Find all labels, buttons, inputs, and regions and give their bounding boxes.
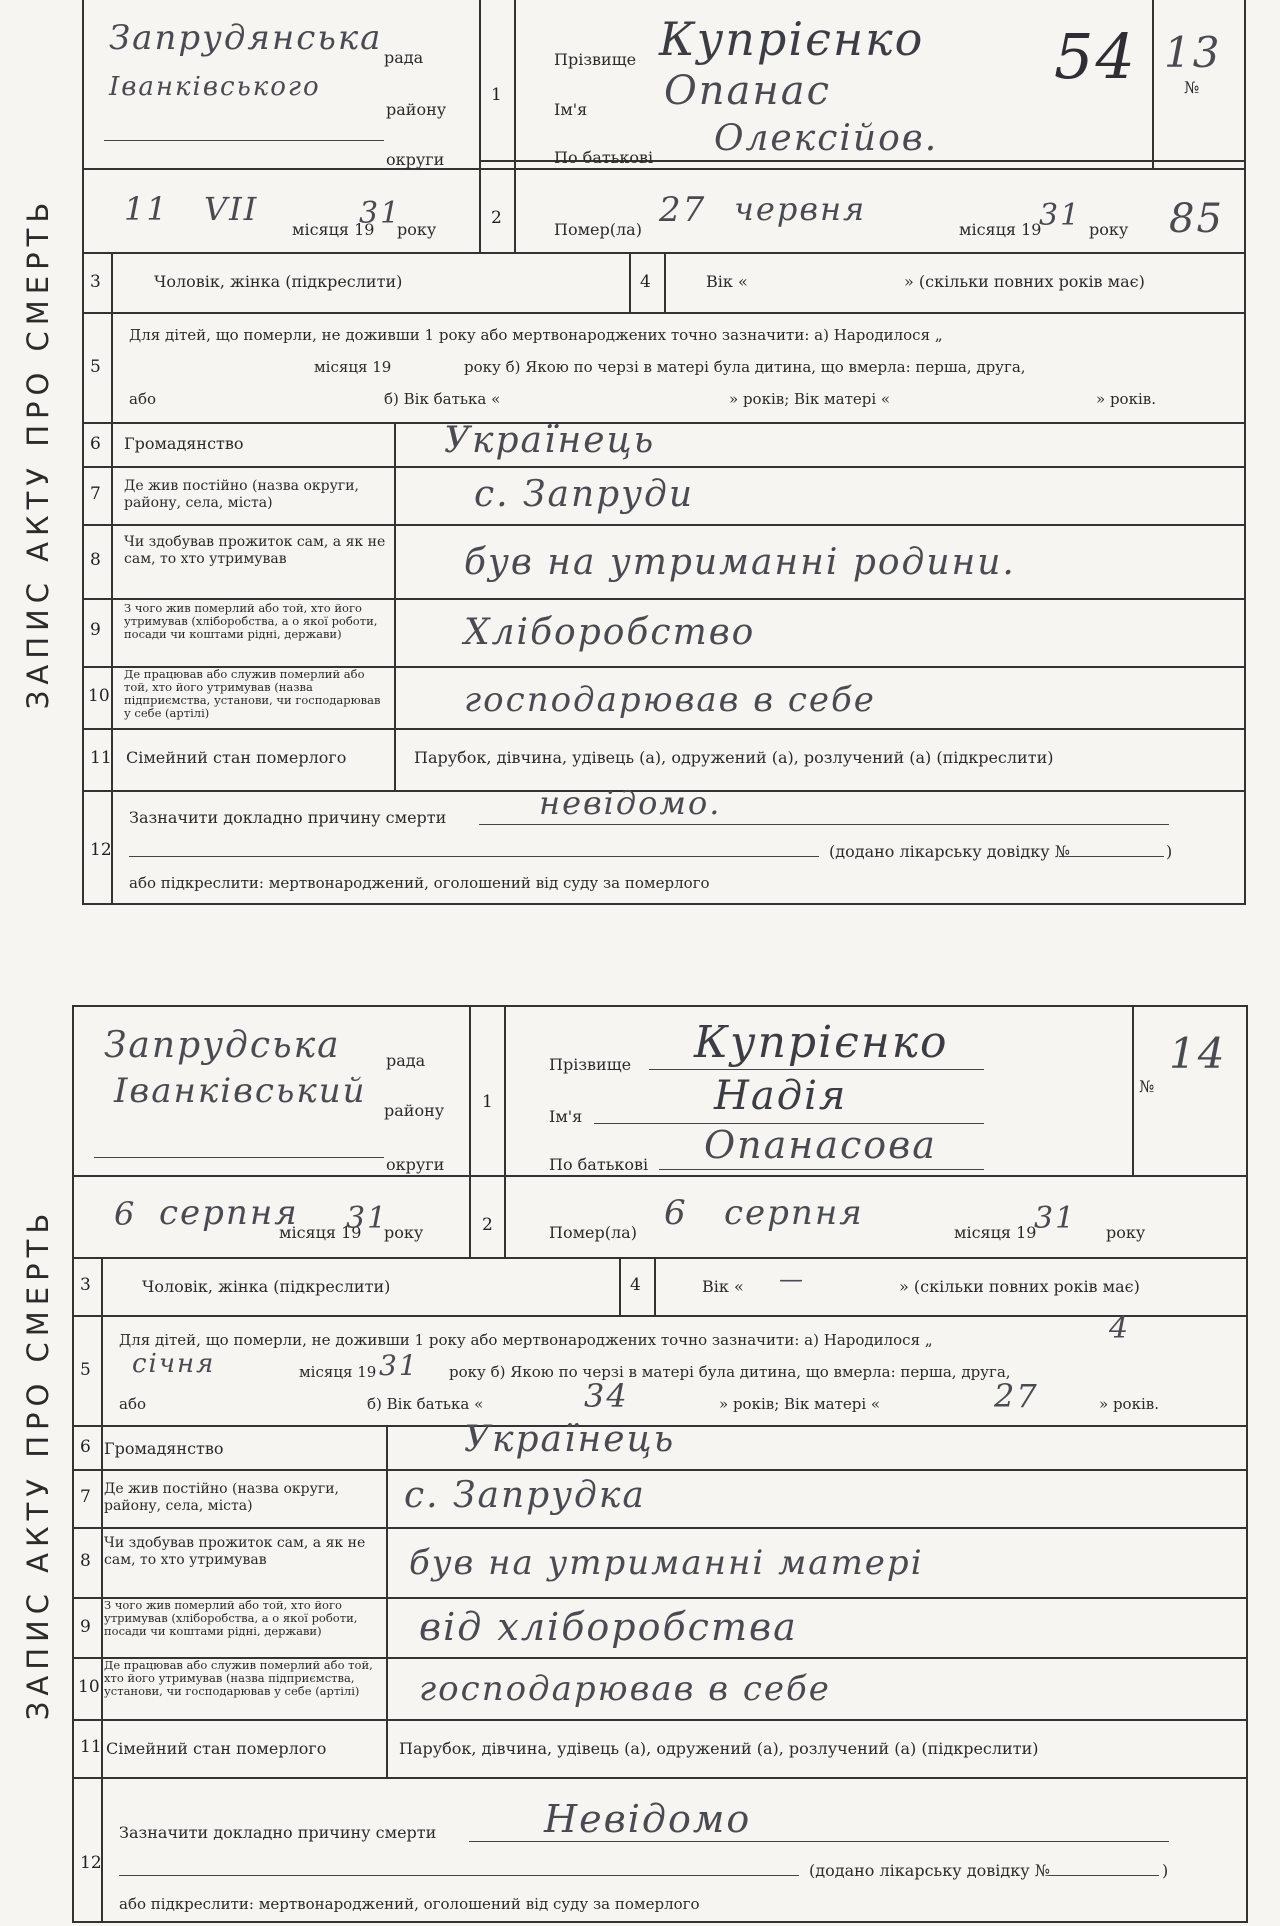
record-number: 13 [1164, 28, 1222, 77]
rada-value: Запрудська [104, 1025, 341, 1066]
death-record-1 [0, 0, 1280, 905]
income-row: 9 З чого жив померлий або той, хто його утримував (хліборобства, а о якої роботи, посади чи коштами рідні, держави) від хліборобства [74, 1597, 1246, 1659]
record-sheet [72, 1005, 1248, 1923]
name-value: Опанас [664, 68, 831, 114]
citizenship-row: 6 Громадянство Українець [74, 1425, 1246, 1471]
stamp-number: 54 [1054, 20, 1137, 93]
raion-value: Іванківського [109, 72, 321, 102]
cause-row: 12 Зазначити докладно причину смерти Невідомо (додано лікарську довідку № ) або підкреслити: мертвонароджений, оголошений від суду за померлого [74, 1777, 1246, 1923]
name-value: Надія [714, 1073, 848, 1119]
side-title: ЗАПИС АКТУ ПРО СМЕРТЬ [21, 1207, 55, 1721]
record-sheet [82, 0, 1246, 905]
death-year: 31 [1039, 198, 1082, 233]
rada-value: Запрудянська [109, 18, 383, 58]
cause-value: невідомо. [539, 784, 722, 822]
workplace-value: господарював в себе [464, 680, 876, 720]
raion-value: Іванківський [114, 1071, 367, 1111]
residence-row: 7 Де жив постійно (назва округи, району, села, міста) с. Запрудка [74, 1469, 1246, 1529]
cause-value: Невідомо [544, 1797, 752, 1841]
residence-row: 7 Де жив постійно (назва округи, району, села, міста) с. Запруди [84, 466, 1244, 526]
patronymic-value: Опанасова [704, 1123, 937, 1167]
livelihood-value: був на утриманні матері [409, 1543, 924, 1583]
record-number: 14 [1169, 1029, 1227, 1078]
born-year: 31 [379, 1349, 419, 1382]
sex-age-row: 3 Чоловік, жінка (підкреслити) 4 Вік « » (скільки повних років має) [84, 252, 1244, 314]
reg-year: 31 [359, 196, 402, 231]
reg-month: серпня [159, 1193, 299, 1233]
death-year: 31 [1034, 1201, 1077, 1236]
cause-row: 12 Зазначити докладно причину смерти невідомо. (додано лікарську довідку № ) або підкреслити: мертвонароджений, оголошений від суду за померлого [84, 790, 1244, 903]
header-block: Запрудська рада Іванківський району округи 1 Прізвище Купрієнко Ім'я Надія По батькові Опанасова 14 № 6 серпня місяця 19 31 року 2 Помер(ла) 6 серпня місяця 19 31 року [74, 1007, 1246, 1259]
mother-age: 27 [994, 1377, 1039, 1415]
age-value: — [779, 1265, 805, 1293]
citizenship-value: Українець [464, 1419, 676, 1460]
citizenship-value: Українець [444, 420, 656, 461]
workplace-row: 10 Де працював або служив померлий або той, хто його утримував (назва підприємства, установи, чи господарював у себе (артілі) господарював в себе [74, 1657, 1246, 1721]
death-month: червня [734, 190, 867, 228]
workplace-row: 10 Де працював або служив померлий або той, хто його утримував (назва підприємства, установи, чи господарював у себе (артілі) господарював в себе [84, 666, 1244, 730]
surname-value: Купрієнко [659, 12, 925, 66]
death-day: 27 [659, 190, 707, 230]
reg-day: 6 [114, 1195, 137, 1233]
children-row: 5 Для дітей, що померли, не доживши 1 року або мертвонароджених точно зазначити: а) Народилося „ місяця 19 року б) Якою по черзі в матері була дитина, що вмерла: перша, друга, або б) Вік батька « » років; Вік матері « » років. [84, 312, 1244, 424]
corner-mark: 85 [1169, 196, 1224, 242]
income-row: 9 З чого жив померлий або той, хто його утримував (хліборобства, а о якої роботи, посади чи коштами рідні, держави) Хліборобство [84, 598, 1244, 668]
residence-value: с. Запрудка [404, 1475, 646, 1516]
livelihood-value: був на утриманні родини. [464, 542, 1016, 583]
citizenship-row: 6 Громадянство Українець [84, 422, 1244, 468]
header-block: Запрудянська рада Іванківського району округи 1 Прізвище Купрієнко Ім'я Опанас По батькові Олексійов. 54 13 № 11 VII місяця 19 31 року 2 Помер(ла) 27 червня місяця 19 31 року 85 [84, 0, 1244, 254]
death-record-2 [0, 1005, 1280, 1923]
marital-row: 11 Сімейний стан померлого Парубок, дівчина, удівець (а), одружений (а), розлучений (а) (підкреслити) [84, 728, 1244, 792]
children-row: 5 Для дітей, що померли, не доживши 1 року або мертвонароджених точно зазначити: а) Народилося „ 4 січня місяця 19 31 року б) Якою по черзі в матері була дитина, що вмерла: перша, друга, або б) Вік батька « 34 » років; Вік матері « 27 » років. [74, 1315, 1246, 1427]
surname-value: Купрієнко [694, 1017, 949, 1068]
livelihood-row: 8 Чи здобував прожиток сам, а як не сам, то хто утримував був на утриманні матері [74, 1527, 1246, 1599]
father-age: 34 [584, 1377, 629, 1415]
death-day: 6 [664, 1193, 688, 1233]
born-month: січня [132, 1349, 216, 1379]
side-title: ЗАПИС АКТУ ПРО СМЕРТЬ [21, 196, 55, 709]
income-value: Хліборобство [464, 612, 756, 653]
reg-day: 11 [124, 190, 169, 228]
livelihood-row: 8 Чи здобував прожиток сам, а як не сам, то хто утримував був на утриманні родини. [84, 524, 1244, 600]
born-day: 4 [1109, 1311, 1131, 1346]
marital-row: 11 Сімейний стан померлого Парубок, дівчина, удівець (а), одружений (а), розлучений (а) (підкреслити) [74, 1719, 1246, 1779]
reg-month: VII [204, 190, 259, 228]
income-value: від хліборобства [419, 1605, 798, 1649]
patronymic-value: Олексійов. [714, 118, 939, 159]
workplace-value: господарював в себе [419, 1669, 831, 1709]
death-month: серпня [724, 1193, 864, 1233]
residence-value: с. Запруди [474, 474, 695, 515]
reg-year: 31 [346, 1201, 389, 1236]
sex-age-row: 3 Чоловік, жінка (підкреслити) 4 Вік « — » (скільки повних років має) [74, 1257, 1246, 1317]
